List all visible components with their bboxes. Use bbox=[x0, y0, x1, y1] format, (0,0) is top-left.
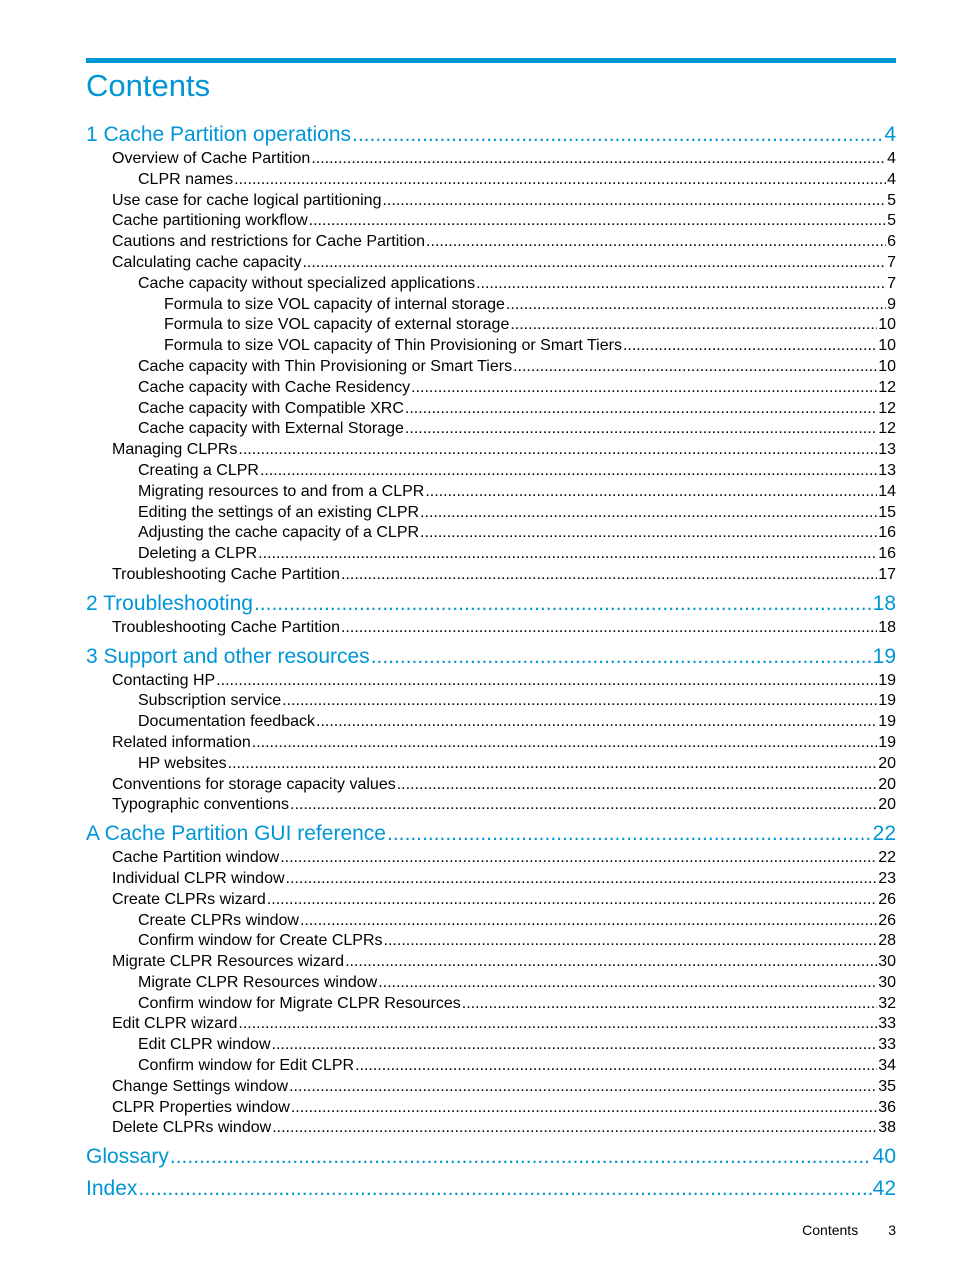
toc-page-number: 19 bbox=[878, 671, 896, 689]
toc-entry[interactable] bbox=[86, 931, 896, 952]
footer-label: Contents bbox=[802, 1222, 859, 1238]
table-of-contents bbox=[86, 120, 896, 1203]
toc-entry-title: Edit CLPR wizard bbox=[112, 1015, 238, 1033]
toc-entry-title: Documentation feedback bbox=[138, 713, 315, 731]
toc-page-number: 9 bbox=[887, 295, 896, 313]
toc-page-number: 7 bbox=[887, 274, 896, 292]
toc-entry[interactable] bbox=[86, 336, 896, 357]
toc-entry-title: Confirm window for Migrate CLPR Resources bbox=[138, 994, 461, 1012]
toc-entry-title: Cache Partition window bbox=[112, 849, 280, 867]
toc-entry[interactable] bbox=[86, 671, 896, 692]
toc-dot-leader bbox=[272, 1035, 878, 1056]
toc-page-number: 20 bbox=[878, 775, 896, 793]
toc-dot-leader bbox=[170, 1142, 872, 1171]
toc-page-number: 19 bbox=[878, 733, 896, 751]
toc-entry-title: Contacting HP bbox=[112, 671, 216, 689]
toc-entry[interactable] bbox=[86, 149, 896, 170]
toc-entry-title: Change Settings window bbox=[112, 1077, 289, 1095]
toc-dot-leader bbox=[254, 589, 872, 618]
toc-entry[interactable] bbox=[86, 482, 896, 503]
toc-dot-leader bbox=[352, 120, 883, 149]
toc-page-number: 30 bbox=[878, 953, 896, 971]
toc-entry-title: Formula to size VOL capacity of Thin Provisioning or Smart Tiers bbox=[164, 337, 622, 355]
toc-entry-title: Cache capacity with Compatible XRC bbox=[138, 399, 404, 417]
toc-entry[interactable] bbox=[86, 691, 896, 712]
toc-page-number: 22 bbox=[872, 822, 896, 846]
toc-entry[interactable] bbox=[86, 795, 896, 816]
toc-dot-leader bbox=[286, 869, 878, 890]
toc-entry-title: Adjusting the cache capacity of a CLPR bbox=[138, 524, 420, 542]
toc-dot-leader bbox=[311, 149, 886, 170]
toc-entry-title: HP websites bbox=[138, 754, 227, 772]
toc-dot-leader bbox=[228, 754, 878, 775]
toc-entry-title: Migrating resources to and from a CLPR bbox=[138, 482, 425, 500]
toc-entry[interactable] bbox=[86, 775, 896, 796]
toc-dot-leader bbox=[510, 315, 877, 336]
toc-entry-title: Migrate CLPR Resources window bbox=[138, 973, 378, 991]
toc-entry[interactable] bbox=[86, 994, 896, 1015]
toc-chapter-entry[interactable] bbox=[86, 589, 896, 618]
toc-entry[interactable] bbox=[86, 253, 896, 274]
toc-dot-leader bbox=[282, 691, 877, 712]
toc-dot-leader bbox=[425, 482, 877, 503]
toc-page-number: 38 bbox=[878, 1119, 896, 1137]
toc-entry[interactable] bbox=[86, 1056, 896, 1077]
toc-chapter-entry[interactable] bbox=[86, 1174, 896, 1203]
toc-page-number: 10 bbox=[878, 357, 896, 375]
toc-entry-title: Conventions for storage capacity values bbox=[112, 775, 396, 793]
toc-dot-leader bbox=[234, 170, 886, 191]
toc-page-number: 15 bbox=[878, 503, 896, 521]
toc-page-number: 26 bbox=[878, 890, 896, 908]
toc-entry-title: A Cache Partition GUI reference bbox=[86, 822, 386, 846]
toc-page-number: 36 bbox=[878, 1098, 896, 1116]
toc-entry[interactable] bbox=[86, 357, 896, 378]
toc-page-number: 19 bbox=[872, 644, 896, 668]
toc-dot-leader bbox=[476, 274, 886, 295]
toc-entry-title: Individual CLPR window bbox=[112, 869, 285, 887]
toc-entry-title: Overview of Cache Partition bbox=[112, 150, 311, 167]
toc-dot-leader bbox=[272, 1118, 877, 1139]
toc-entry[interactable] bbox=[86, 295, 896, 316]
toc-entry[interactable] bbox=[86, 378, 896, 399]
toc-dot-leader bbox=[405, 419, 877, 440]
toc-entry-title: Editing the settings of an existing CLPR bbox=[138, 503, 420, 521]
toc-dot-leader bbox=[355, 1056, 877, 1077]
toc-page-number: 20 bbox=[878, 754, 896, 772]
toc-entry[interactable] bbox=[86, 170, 896, 191]
toc-page-number: 22 bbox=[878, 849, 896, 867]
toc-entry-title: Cache capacity without specialized applications bbox=[138, 274, 476, 292]
toc-dot-leader bbox=[309, 211, 886, 232]
toc-entry-title: 2 Troubleshooting bbox=[86, 591, 253, 615]
toc-entry[interactable] bbox=[86, 211, 896, 232]
toc-dot-leader bbox=[252, 733, 877, 754]
toc-entry-title: Subscription service bbox=[138, 692, 282, 710]
toc-dot-leader bbox=[462, 994, 877, 1015]
toc-entry[interactable] bbox=[86, 419, 896, 440]
toc-entry[interactable] bbox=[86, 523, 896, 544]
toc-entry[interactable] bbox=[86, 399, 896, 420]
toc-entry-title: Related information bbox=[112, 733, 251, 751]
toc-page-number: 23 bbox=[878, 869, 896, 887]
toc-dot-leader bbox=[258, 544, 877, 565]
toc-page-number: 6 bbox=[887, 233, 896, 251]
toc-entry[interactable] bbox=[86, 1077, 896, 1098]
toc-dot-leader bbox=[341, 618, 877, 639]
toc-dot-leader bbox=[238, 1014, 877, 1035]
toc-dot-leader bbox=[382, 191, 886, 212]
toc-entry[interactable] bbox=[86, 232, 896, 253]
toc-dot-leader bbox=[397, 775, 877, 796]
toc-entry[interactable] bbox=[86, 1014, 896, 1035]
toc-entry[interactable] bbox=[86, 952, 896, 973]
toc-page-number: 32 bbox=[878, 994, 896, 1012]
toc-entry-title: CLPR Properties window bbox=[112, 1098, 290, 1116]
toc-entry-title: Index bbox=[86, 1177, 138, 1201]
header-rule bbox=[86, 58, 896, 63]
toc-entry-title: Typographic conventions bbox=[112, 796, 289, 814]
toc-entry-title: CLPR names bbox=[138, 170, 234, 188]
toc-dot-leader bbox=[267, 890, 877, 911]
toc-entry[interactable] bbox=[86, 754, 896, 775]
toc-entry-title: Deleting a CLPR bbox=[138, 545, 258, 563]
toc-entry-title: Confirm window for Create CLPRs bbox=[138, 932, 383, 950]
toc-dot-leader bbox=[302, 253, 886, 274]
toc-entry[interactable] bbox=[86, 890, 896, 911]
toc-page-number: 42 bbox=[872, 1177, 896, 1201]
toc-page-number: 19 bbox=[878, 713, 896, 731]
toc-dot-leader bbox=[371, 642, 872, 671]
toc-chapter-entry[interactable] bbox=[86, 642, 896, 671]
toc-chapter-entry[interactable] bbox=[86, 1142, 896, 1171]
toc-entry-title: Create CLPRs wizard bbox=[112, 890, 266, 908]
toc-entry-title: 3 Support and other resources bbox=[86, 644, 370, 668]
toc-dot-leader bbox=[291, 1098, 877, 1119]
toc-entry-title: Cache capacity with Cache Residency bbox=[138, 378, 411, 396]
toc-dot-leader bbox=[420, 523, 877, 544]
toc-dot-leader bbox=[316, 712, 877, 733]
toc-dot-leader bbox=[420, 503, 877, 524]
toc-dot-leader bbox=[405, 399, 877, 420]
toc-entry-title: Create CLPRs window bbox=[138, 911, 299, 929]
toc-dot-leader bbox=[300, 911, 877, 932]
toc-dot-leader bbox=[238, 440, 877, 461]
page-footer bbox=[802, 1222, 896, 1238]
toc-entry[interactable] bbox=[86, 461, 896, 482]
toc-dot-leader bbox=[260, 461, 877, 482]
toc-chapter-entry[interactable] bbox=[86, 120, 896, 149]
toc-entry[interactable] bbox=[86, 712, 896, 733]
toc-entry[interactable] bbox=[86, 440, 896, 461]
toc-dot-leader bbox=[138, 1174, 871, 1203]
toc-entry-title: Troubleshooting Cache Partition bbox=[112, 565, 340, 583]
toc-page-number: 5 bbox=[887, 212, 896, 230]
toc-entry-title: Cache capacity with External Storage bbox=[138, 420, 404, 438]
toc-page-number: 7 bbox=[887, 253, 896, 271]
toc-page-number: 20 bbox=[878, 796, 896, 814]
toc-page-number: 16 bbox=[878, 545, 896, 563]
toc-page-number: 4 bbox=[887, 150, 896, 167]
toc-entry-title: 1 Cache Partition operations bbox=[86, 123, 351, 146]
toc-dot-leader bbox=[411, 378, 877, 399]
toc-entry-title: Cache capacity with Thin Provisioning or Smart Tiers bbox=[138, 357, 513, 375]
toc-dot-leader bbox=[345, 952, 877, 973]
toc-page-number: 5 bbox=[887, 191, 896, 209]
toc-dot-leader bbox=[513, 357, 877, 378]
toc-page-number: 13 bbox=[878, 441, 896, 459]
toc-page-number: 10 bbox=[878, 337, 896, 355]
toc-page-number: 34 bbox=[878, 1057, 896, 1075]
toc-dot-leader bbox=[289, 1077, 877, 1098]
toc-page-number: 12 bbox=[878, 420, 896, 438]
toc-entry[interactable] bbox=[86, 848, 896, 869]
toc-chapter-entry[interactable] bbox=[86, 819, 896, 848]
toc-page-number: 13 bbox=[878, 461, 896, 479]
toc-entry-title: Formula to size VOL capacity of internal storage bbox=[164, 295, 505, 313]
toc-page-number: 18 bbox=[878, 618, 896, 636]
toc-entry-title: Delete CLPRs window bbox=[112, 1119, 272, 1137]
toc-page-number: 28 bbox=[878, 932, 896, 950]
toc-dot-leader bbox=[426, 232, 886, 253]
toc-entry[interactable] bbox=[86, 1098, 896, 1119]
toc-entry[interactable] bbox=[86, 544, 896, 565]
toc-entry-title: Edit CLPR window bbox=[138, 1036, 271, 1054]
toc-entry[interactable] bbox=[86, 911, 896, 932]
toc-entry[interactable] bbox=[86, 315, 896, 336]
toc-page-number: 4 bbox=[884, 123, 896, 146]
toc-dot-leader bbox=[378, 973, 877, 994]
toc-dot-leader bbox=[280, 848, 877, 869]
toc-page-number: 19 bbox=[878, 692, 896, 710]
toc-entry[interactable] bbox=[86, 733, 896, 754]
toc-page-number: 12 bbox=[878, 399, 896, 417]
toc-dot-leader bbox=[506, 295, 886, 316]
toc-entry-title: Confirm window for Edit CLPR bbox=[138, 1057, 355, 1075]
toc-page-number: 17 bbox=[878, 565, 896, 583]
toc-entry[interactable] bbox=[86, 191, 896, 212]
toc-dot-leader bbox=[384, 931, 878, 952]
toc-entry-title: Managing CLPRs bbox=[112, 441, 238, 459]
toc-entry[interactable] bbox=[86, 618, 896, 639]
footer-page-number: 3 bbox=[888, 1222, 896, 1238]
toc-entry-title: Calculating cache capacity bbox=[112, 253, 302, 271]
toc-entry-title: Troubleshooting Cache Partition bbox=[112, 618, 340, 636]
toc-page-number: 26 bbox=[878, 911, 896, 929]
toc-dot-leader bbox=[216, 671, 877, 692]
toc-page-number: 30 bbox=[878, 973, 896, 991]
toc-entry-title: Use case for cache logical partitioning bbox=[112, 191, 382, 209]
toc-page-number: 40 bbox=[872, 1145, 896, 1169]
toc-page-number: 10 bbox=[878, 316, 896, 334]
toc-dot-leader bbox=[387, 819, 872, 848]
toc-entry-title: Glossary bbox=[86, 1145, 169, 1169]
toc-entry-title: Creating a CLPR bbox=[138, 461, 259, 479]
toc-entry-title: Formula to size VOL capacity of external storage bbox=[164, 316, 510, 334]
toc-entry[interactable] bbox=[86, 973, 896, 994]
page-title: Contents bbox=[86, 68, 211, 103]
toc-entry[interactable] bbox=[86, 1035, 896, 1056]
toc-entry[interactable] bbox=[86, 565, 896, 586]
toc-page-number: 16 bbox=[878, 524, 896, 542]
toc-entry[interactable] bbox=[86, 503, 896, 524]
toc-entry[interactable] bbox=[86, 869, 896, 890]
toc-page-number: 14 bbox=[878, 482, 896, 500]
toc-page-number: 33 bbox=[878, 1015, 896, 1033]
toc-page-number: 33 bbox=[878, 1036, 896, 1054]
toc-dot-leader bbox=[341, 565, 877, 586]
toc-page-number: 18 bbox=[872, 591, 896, 615]
toc-page-number: 35 bbox=[878, 1077, 896, 1095]
toc-entry-title: Cache partitioning workflow bbox=[112, 212, 308, 230]
toc-dot-leader bbox=[623, 336, 877, 357]
toc-entry[interactable] bbox=[86, 274, 896, 295]
toc-page-number: 4 bbox=[887, 170, 896, 188]
toc-entry-title: Migrate CLPR Resources wizard bbox=[112, 953, 345, 971]
toc-page-number: 12 bbox=[878, 378, 896, 396]
toc-entry[interactable] bbox=[86, 1118, 896, 1139]
toc-entry-title: Cautions and restrictions for Cache Partition bbox=[112, 233, 426, 251]
toc-dot-leader bbox=[290, 795, 877, 816]
